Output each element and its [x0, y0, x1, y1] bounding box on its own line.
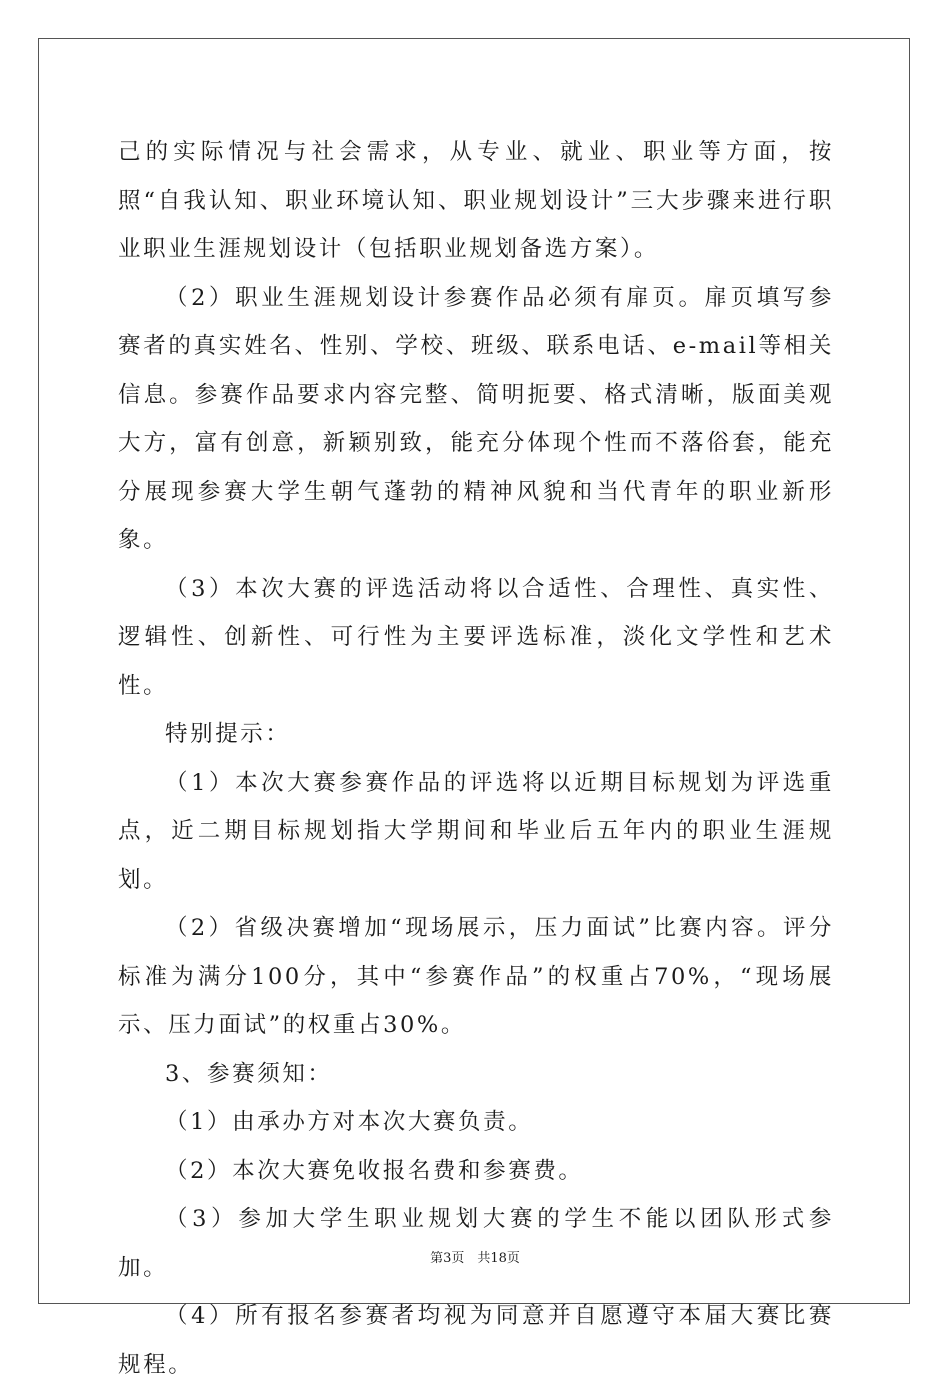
paragraph: （3）本次大赛的评选活动将以合适性、合理性、真实性、逻辑性、创新性、可行性为主要评选标准，淡化文学性和艺术性。 — [118, 575, 834, 699]
paragraph: （2）省级决赛增加“现场展示，压力面试”比赛内容。评分标准为满分100分，其中“参赛作品”的权重占70%，“现场展示、压力面试”的权重占30%。 — [118, 915, 834, 1038]
paragraph: （2）本次大赛免收报名费和参赛费。 — [165, 1157, 584, 1184]
paragraph: （1）本次大赛参赛作品的评选将以近期目标规划为评选重点，近二期目标规划指大学期间和毕业后五年内的职业生涯规划。 — [118, 769, 834, 893]
page-number-footer: 第3页 共18页 — [430, 1251, 520, 1266]
paragraph: 己的实际情况与社会需求，从专业、就业、职业等方面，按照“自我认知、职业环境认知、职业规划设计”三大步骤来进行职业职业生涯规划设计（包括职业规划备选方案）。 — [118, 139, 834, 262]
paragraph: （3）参加大学生职业规划大赛的学生不能以团队形式参加。 — [118, 1206, 834, 1281]
paragraph: 3、参赛须知： — [165, 1060, 333, 1087]
paragraph: （2）职业生涯规划设计参赛作品必须有扉页。扉页填写参赛者的真实姓名、性别、学校、班级、联系电话、e-mail等相关信息。参赛作品要求内容完整、简明扼要、格式清晰，版面美观大方，富有创意，新颖别致，能充分体现个性而不落俗套，能充分展现参赛大学生朝气蓬勃的精神风貌和当代青年的职业新形象。 — [118, 284, 834, 553]
paragraph: （1）由承办方对本次大赛负责。 — [165, 1109, 534, 1135]
paragraph: 特别提示： — [165, 721, 291, 747]
paragraph: （4）所有报名参赛者均视为同意并自愿遵守本届大赛比赛规程。 — [118, 1303, 834, 1378]
document-body — [118, 128, 834, 1389]
